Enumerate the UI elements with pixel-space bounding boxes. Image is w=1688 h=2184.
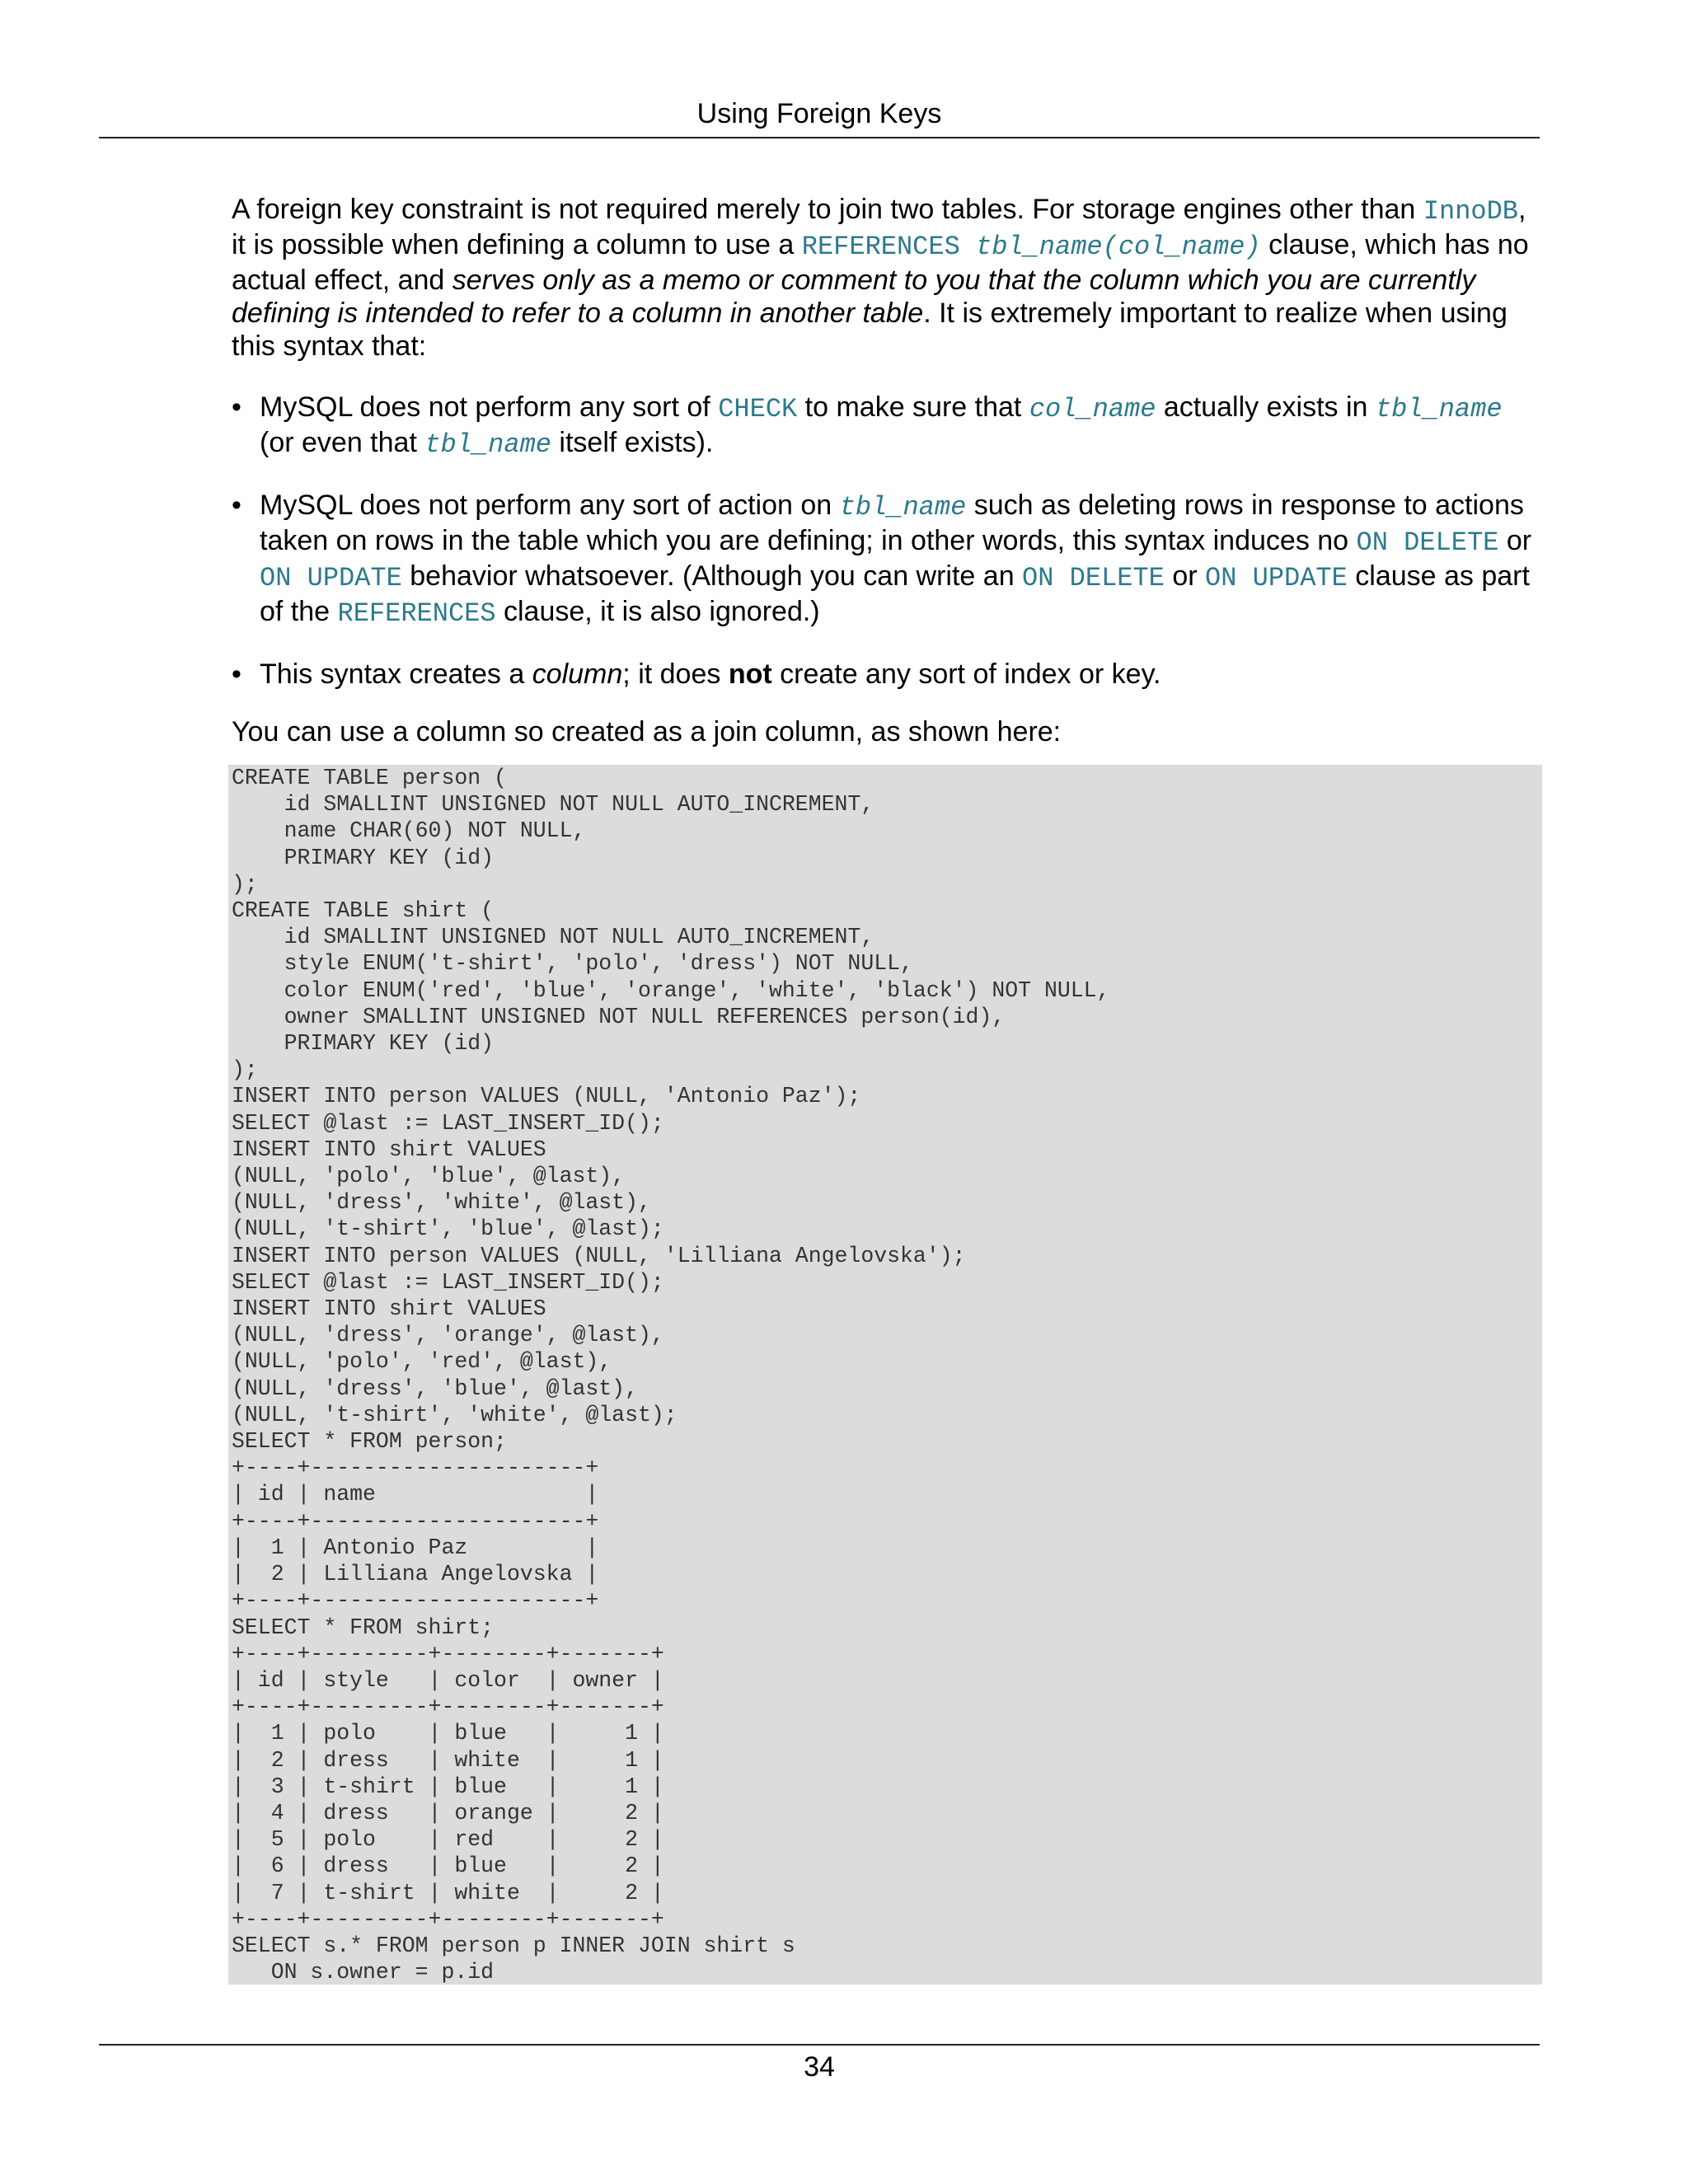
code-references: REFERENCES — [801, 232, 976, 262]
bullet-icon: • — [232, 658, 241, 690]
code-listing: CREATE TABLE person ( id SMALLINT UNSIGNED NOT NULL AUTO_INCREMENT, name CHAR(60) NOT NULL, PRIMARY KEY (id) ); CREATE TABLE shirt ( id SMALLINT UNSIGNED NOT NULL AUTO_INCREMENT, style ENUM('t-shirt', 'polo', 'dress') NOT NULL, color ENUM('red', 'blue', 'orange', 'white', 'black') NOT NULL, owner SMALLINT UNSIGNED NOT NULL REFERENCES person(id), PRIMARY KEY (id) ); INSERT INTO person VALUES (NULL, 'Antonio Paz'); SELECT @last := LAST_INSERT_ID(); INSERT INTO shirt VALUES (NULL, 'polo', 'blue', @last), (NULL, 'dress', 'white', @last), (NULL, 't-shirt', 'blue', @last); INSERT INTO person VALUES (NULL, 'Lilliana Angelovska'); SELECT @last := LAST_INSERT_ID(); INSERT INTO shirt VALUES (NULL, 'dress', 'orange', @last), (NULL, 'polo', 'red', @last), (NULL, 'dress', 'blue', @last), (NULL, 't-shirt', 'white', @last); SELECT * FROM person; +----+---------------------+ | id | name | +----+---------------------+ | 1 | Antonio Paz | | 2 | Lilliana Angelovska | +----+---------------------+ SELECT * FROM shirt; +----+---------+--------+-------+ | id | style | color | owner | +----+---------+--------+-------+ | 1 | polo | blue | 1 | | 2 | dress | white | 1 | | 3 | t-shirt | blue | 1 | | 4 | dress | orange | 2 | | 5 | polo | red | 2 | | 6 | dress | blue | 2 | | 7 | t-shirt | white | 2 | +----+---------+--------+-------+ SELECT s.* FROM person p INNER JOIN shirt s ON s.owner = p.id — [232, 766, 1110, 1985]
list-item: • MySQL does not perform any sort of action on tbl_name such as deleting rows in response to actions taken on rows in the table which you are defining; in other words, this syntax induces no ON DELETE or ON UPDATE behavior whatsoever. (Although you can write an ON DELETE or ON UPDATE clause as part of the REFERENCES clause, it is also ignored.) — [232, 490, 1532, 629]
page-header: Using Foreign Keys — [696, 98, 942, 129]
bullet-icon: • — [232, 490, 241, 521]
code-example-block — [228, 765, 1542, 1985]
list-item: • MySQL does not perform any sort of CHECK to make sure that col_name actually exists in tbl_name (or even that tbl_name itself exists). — [232, 391, 1503, 460]
page-number: 34 — [804, 2051, 835, 2083]
join-intro-paragraph: You can use a column so created as a join column, as shown here: — [232, 716, 1062, 748]
header-rule — [99, 137, 1540, 138]
italic-memo-note: serves only as a memo or comment to you that the column which you are currently defining is intended to refer to a column in another table — [232, 265, 1476, 329]
intro-paragraph: A foreign key constraint is not required merely to join two tables. For storage engines other than InnoDB, it is possible when defining a column to use a REFERENCES tbl_name(col_name) clause, which has no actual effect, and serves only as a memo or comment to you that the column which you are currently defining is intended to refer to a column in another table. It is extremely important to realize when using this syntax that: — [232, 194, 1529, 362]
code-innodb: InnoDB — [1423, 196, 1518, 227]
bullet-icon: • — [232, 391, 241, 423]
list-item: • This syntax creates a column; it does not create any sort of index or key. — [232, 658, 1161, 690]
caveat-list — [232, 391, 1544, 691]
page-body — [232, 193, 1544, 748]
footer-rule — [99, 2044, 1540, 2046]
code-tbl-name-col-name: tbl_name(col_name) — [975, 232, 1261, 262]
